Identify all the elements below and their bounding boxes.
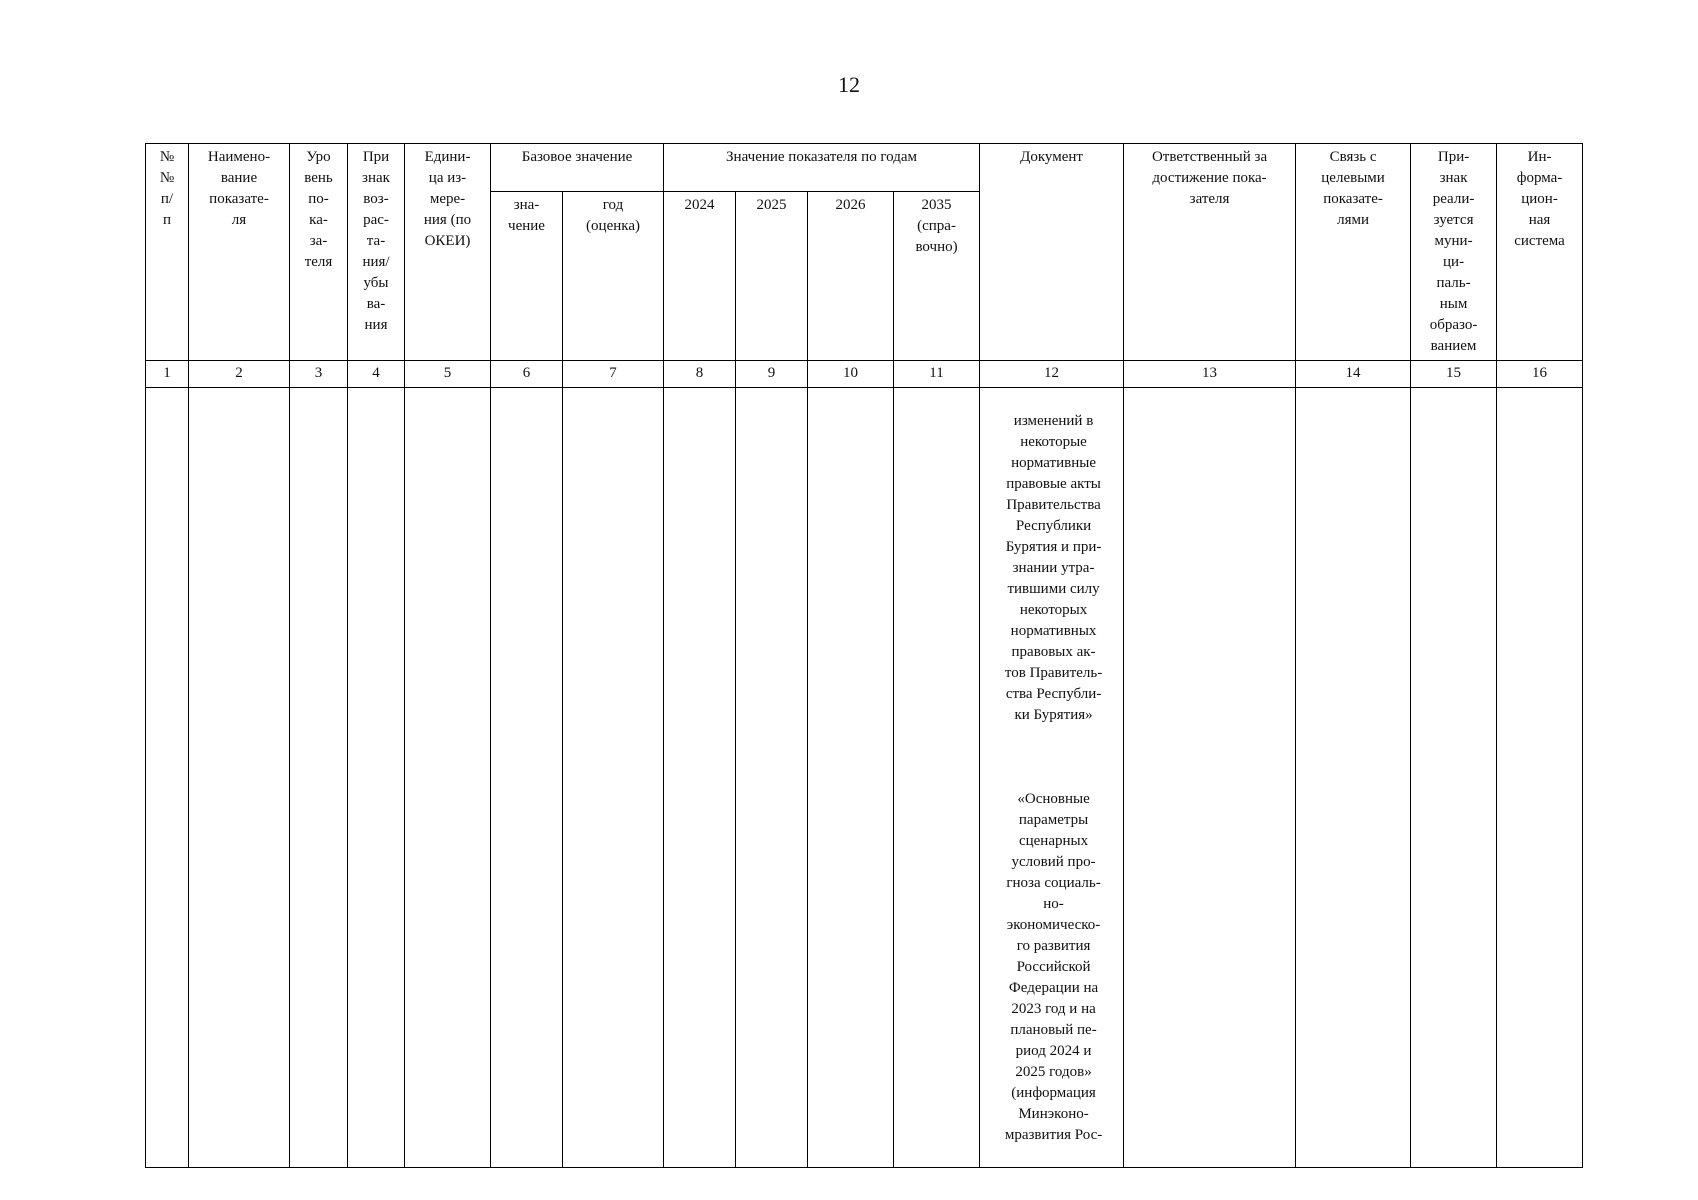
header-col-unit: Едини- ца из- мере- ния (по ОКЕИ) [405,144,491,361]
header-col-document: Документ [980,144,1124,361]
header-year-2035: 2035 (спра- вочно) [894,192,980,361]
empty-cell [405,388,491,1168]
empty-cell [491,388,563,1168]
empty-cell [1296,388,1411,1168]
empty-cell [189,388,290,1168]
column-number: 15 [1411,361,1497,388]
header-col-number: № № п/ п [146,144,189,361]
column-number: 16 [1497,361,1583,388]
empty-cell [736,388,808,1168]
header-base-year: год (оценка) [563,192,664,361]
header-base-value: зна- чение [491,192,563,361]
empty-cell [894,388,980,1168]
header-year-2025: 2025 [736,192,808,361]
column-number: 1 [146,361,189,388]
empty-cell [290,388,348,1168]
header-col-trend: При знак воз- рас- та- ния/ убы ва- ния [348,144,405,361]
header-row-1 [146,144,1583,192]
paragraph-gap [990,747,1117,768]
empty-cell [563,388,664,1168]
column-number: 11 [894,361,980,388]
table-row [146,388,1583,1168]
column-number: 3 [290,361,348,388]
header-col-responsible: Ответственный за достижение пока- зателя [1124,144,1296,361]
column-number: 7 [563,361,664,388]
column-number: 10 [808,361,894,388]
header-col-level: Уро вень по- ка- за- теля [290,144,348,361]
column-number: 12 [980,361,1124,388]
document-cell [980,388,1124,1168]
empty-cell [808,388,894,1168]
header-col-indicator-name: Наимено- вание показате- ля [189,144,290,361]
header-base-value-group: Базовое значение [491,144,664,192]
column-number: 14 [1296,361,1411,388]
empty-cell [1411,388,1497,1168]
empty-cell [1124,388,1296,1168]
column-number-row [146,361,1583,388]
header-col-infosystem: Ин- форма- цион- ная система [1497,144,1583,361]
header-col-municipal: При- знак реали- зуется муни- ци- паль- ным образо- ванием [1411,144,1497,361]
empty-cell [348,388,405,1168]
empty-cell [664,388,736,1168]
empty-cell [1497,388,1583,1168]
column-number: 4 [348,361,405,388]
header-years-group: Значение показателя по годам [664,144,980,192]
header-col-link: Связь с целевыми показате- лями [1296,144,1411,361]
column-number: 2 [189,361,290,388]
column-number: 8 [664,361,736,388]
empty-cell [146,388,189,1168]
column-number: 5 [405,361,491,388]
header-year-2024: 2024 [664,192,736,361]
column-number: 13 [1124,361,1296,388]
document-paragraph-1: изменений в некоторые нормативные правовые акты Правительства Республики Бурятия и при- знании утра- тившими силу некоторых нормативных правовых ак- тов Правитель- ства Республи- ки Бурятия» [1004,413,1103,723]
column-number: 6 [491,361,563,388]
header-year-2026: 2026 [808,192,894,361]
page-number: 12 [838,72,860,97]
indicator-table [145,143,1583,1168]
column-number: 9 [736,361,808,388]
document-paragraph-2: «Основные параметры сценарных условий про- гноза социаль- но- экономическо- го развития Российской Федерации на 2023 год и на плановый пе- риод 2024 и 2025 годов» (информация Минэконо- мразвития Рос- [1004,791,1103,1143]
